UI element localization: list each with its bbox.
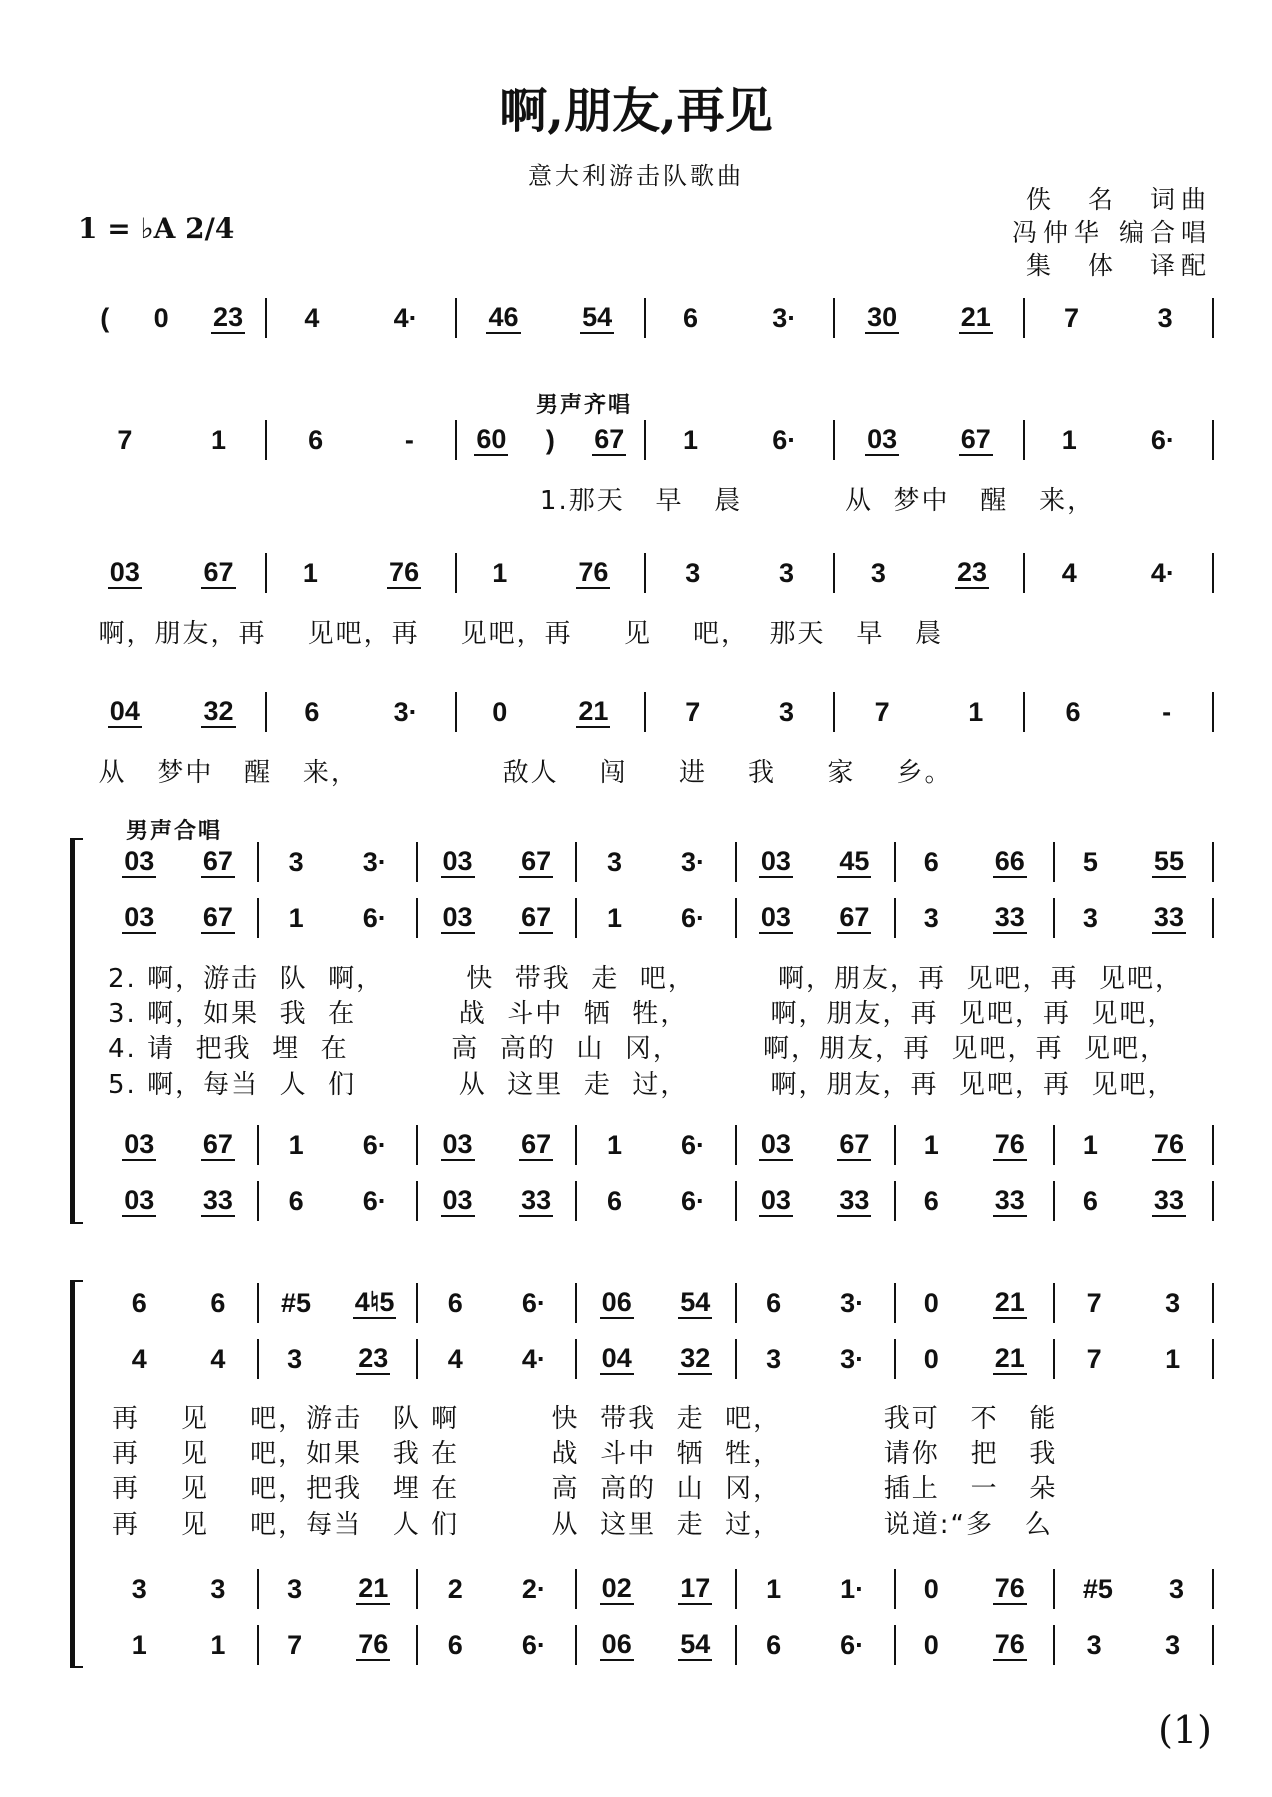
measure [457,420,646,460]
note-group: 7 [1086,1287,1102,1318]
note-group: 4· [393,302,418,333]
measure [267,420,456,460]
note-group: 6 [766,1629,782,1660]
measure [1055,1125,1214,1165]
note-group: 3 [131,1573,147,1604]
note-group: 4· [521,1343,546,1374]
note-group: 4 [304,302,320,333]
note-group: 32 [203,696,234,726]
note-group: 7 [685,696,701,727]
measure [737,1625,896,1665]
measure [457,553,646,593]
note-group: 1 [1061,424,1077,455]
measure [835,692,1024,732]
system-bracket [70,1280,83,1668]
note-group: 3 [923,902,939,933]
note-group: - [1162,696,1172,727]
note-group: 6 [923,1185,939,1216]
measure [100,1569,259,1609]
lyric-verse: 再 见 吧，游击 队 啊 快 带我 走 吧， 我可 不 能 [112,1404,1058,1434]
note-group: 7 [874,696,890,727]
measure [1055,1283,1214,1323]
note-group: 03 [442,902,473,932]
measure [267,298,456,338]
note-group: 1 [492,557,508,588]
staff-line [100,1181,1214,1221]
note-group: 33 [202,1185,233,1215]
note-group: 1 [606,902,622,933]
staff-line [100,1125,1214,1165]
note-group: ) [545,424,555,455]
measure [896,1569,1055,1609]
note-group: 7 [1086,1343,1102,1374]
lyric-verse: 2. 啊，游击 队 啊， 快 带我 走 吧， 啊，朋友，再 见吧，再 见吧， [108,964,1184,994]
measure [259,1125,418,1165]
note-group: 0 [923,1629,939,1660]
staff-line [78,420,1214,460]
note-group: 5 [1082,846,1098,877]
note-group: 32 [680,1343,711,1373]
measure [100,1339,259,1379]
lyric-verse: 再 见 吧，每当 人 们 从 这里 走 过， 说道:“多 么 [112,1510,1053,1540]
staff-line [78,692,1214,732]
credit-translation: 集 体 译配 [1025,251,1212,280]
measure [267,692,456,732]
staff-line [100,1283,1214,1323]
note-group: 1 [1082,1129,1098,1160]
measure [737,1125,896,1165]
note-group: 7 [287,1629,303,1660]
note-group: 3· [681,846,706,877]
measure [418,898,577,938]
note-group: 1 [606,1129,622,1160]
note-group: 33 [994,1185,1025,1215]
note-group: 3 [210,1573,226,1604]
note-group: 0 [923,1343,939,1374]
note-group: 67 [594,424,625,454]
section-label-unison: 男声齐唱 [536,393,633,418]
note-group: 3· [772,302,797,333]
note-group: 30 [867,302,898,332]
note-group: 6· [681,902,706,933]
note-group: 3· [362,846,387,877]
measure [100,842,259,882]
note-group: 1· [840,1573,865,1604]
staff-line [100,898,1214,938]
staff-line [78,553,1214,593]
note-group: 76 [994,1629,1025,1659]
measure [577,1125,736,1165]
system-bracket [70,838,83,1224]
note-group: - [404,424,414,455]
section-label-chorus: 男声合唱 [126,819,223,844]
note-group: #5 [1082,1573,1113,1604]
note-group: 66 [994,846,1025,876]
lyric-verse: 再 见 吧，把我 埋 在 高 高的 山 冈， 插上 一 朵 [112,1474,1058,1504]
note-group: 33 [521,1185,552,1215]
note-group: 06 [601,1287,632,1317]
note-group: 03 [760,1185,791,1215]
measure [100,1125,259,1165]
measure [577,898,736,938]
note-group: 3 [766,1343,782,1374]
note-group: 6· [362,1185,387,1216]
note-group: 0 [492,696,508,727]
measure [577,842,736,882]
note-group: 46 [488,302,519,332]
note-group: 6· [362,902,387,933]
note-group: 1 [210,424,226,455]
measure [1055,1181,1214,1221]
measure [1055,1625,1214,1665]
measure [577,1181,736,1221]
measure [1025,298,1214,338]
measure [259,1283,418,1323]
note-group: 04 [601,1343,632,1373]
subtitle: 意大利游击队歌曲 [528,162,744,190]
lyric-verse: 再 见 吧，如果 我 在 战 斗中 牺 牲， 请你 把 我 [112,1439,1058,1469]
measure [418,1339,577,1379]
note-group: 0 [153,302,169,333]
measure [896,1339,1055,1379]
note-group: 6 [1065,696,1081,727]
note-group: 3 [778,696,794,727]
staff-line [100,842,1214,882]
note-group: 6· [1150,424,1175,455]
measure [418,1283,577,1323]
note-group: 3 [1086,1629,1102,1660]
note-group: 2 [447,1573,463,1604]
note-group: 4 [210,1343,226,1374]
note-group: 76 [994,1129,1025,1159]
note-group: 3 [778,557,794,588]
lyric-verse: 3. 啊，如果 我 在 战 斗中 牺 牲， 啊，朋友，再 见吧，再 见吧， [108,999,1176,1029]
measure [646,420,835,460]
note-group: 6· [521,1629,546,1660]
note-group: 17 [680,1573,711,1603]
staff-line [100,1339,1214,1379]
measure [259,1569,418,1609]
note-group: 4 [447,1343,463,1374]
note-group: 6 [131,1287,147,1318]
note-group: 33 [1153,902,1184,932]
note-group: 1 [210,1629,226,1660]
measure [78,553,267,593]
measure [418,1125,577,1165]
note-group: 3 [685,557,701,588]
measure [1025,692,1214,732]
note-group: 60 [476,424,507,454]
measure [418,1181,577,1221]
measure [457,298,646,338]
note-group: 1 [923,1129,939,1160]
measure [577,1339,736,1379]
note-group: 3 [287,1573,303,1604]
note-group: 0 [923,1287,939,1318]
note-group: 03 [109,557,140,587]
credit-lyrics: 佚 名 词曲 [1025,185,1212,214]
note-group: 03 [760,1129,791,1159]
note-group: 6 [304,696,320,727]
note-group: 67 [960,424,991,454]
note-group: 3· [840,1287,865,1318]
note-group: ( [100,302,110,333]
measure [835,298,1024,338]
note-group: 6· [681,1129,706,1160]
measure [835,420,1024,460]
note-group: 4 [1061,557,1077,588]
note-group: 76 [578,557,609,587]
note-group: 76 [994,1573,1025,1603]
note-group: 3 [1157,302,1173,333]
note-group: 21 [578,696,609,726]
note-group: 67 [839,1129,870,1159]
note-group: 6· [521,1287,546,1318]
note-group: 1 [288,1129,304,1160]
staff-line [100,1569,1214,1609]
measure [737,1339,896,1379]
note-group: 1 [1165,1343,1181,1374]
lyric-verse: 4. 请 把我 埋 在 高 高的 山 冈， 啊，朋友，再 见吧，再 见吧， [108,1034,1169,1064]
measure [259,842,418,882]
note-group: 1 [683,424,699,455]
key-signature: 1 = ♭A 2/4 [78,212,235,245]
staff-line [78,298,1214,338]
credit-arranger: 冯仲华 编合唱 [1012,218,1212,247]
note-group: 21 [358,1573,389,1603]
measure [418,842,577,882]
note-group: 1 [131,1629,147,1660]
measure [418,1569,577,1609]
measure [418,1625,577,1665]
lyric-line: 从 梦中 醒 来， 敌人 闯 进 我 家 乡。 [78,758,953,788]
note-group: 23 [358,1343,389,1373]
measure [457,692,646,732]
measure [737,1569,896,1609]
note-group: 3 [1082,902,1098,933]
note-group: 33 [839,1185,870,1215]
note-group: 6 [1082,1185,1098,1216]
note-group: 1 [766,1573,782,1604]
note-group: 76 [389,557,420,587]
note-group: 6 [923,846,939,877]
note-group: 4 [131,1343,147,1374]
note-group: 6 [606,1185,622,1216]
measure [737,898,896,938]
note-group: #5 [280,1287,312,1318]
lyric-line: 啊，朋友，再 见吧，再 见吧，再 见 吧， 那天 早 晨 [78,619,944,649]
note-group: 6 [447,1287,463,1318]
measure [646,298,835,338]
note-group: 21 [960,302,991,332]
measure [100,1181,259,1221]
note-group: 21 [994,1287,1025,1317]
measure [259,1181,418,1221]
lyric-line: 1.那天 早 晨 从 梦中 醒 来， [78,486,1096,516]
lyric-verse: 5. 啊，每当 人 们 从 这里 走 过， 啊，朋友，再 见吧，再 见吧， [108,1070,1176,1100]
measure [896,1283,1055,1323]
measure [100,1625,259,1665]
note-group: 1 [302,557,318,588]
measure [577,1283,736,1323]
song-title: 啊,朋友,再见 [499,83,773,139]
page-number: (1) [1158,1708,1212,1752]
note-group: 3 [288,846,304,877]
note-group: 4♮5 [354,1287,395,1317]
measure [1025,420,1214,460]
note-group: 67 [202,1129,233,1159]
note-group: 23 [957,557,988,587]
note-group: 6· [840,1629,865,1660]
note-group: 03 [124,1129,155,1159]
note-group: 23 [213,302,244,332]
note-group: 55 [1153,846,1184,876]
measure [259,898,418,938]
note-group: 7 [117,424,133,455]
note-group: 6· [681,1185,706,1216]
note-group: 33 [1153,1185,1184,1215]
note-group: 03 [124,1185,155,1215]
measure [78,692,267,732]
note-group: 76 [1153,1129,1184,1159]
note-group: 3 [1165,1287,1181,1318]
measure [1055,842,1214,882]
note-group: 0 [923,1573,939,1604]
measure [646,553,835,593]
note-group: 33 [994,902,1025,932]
measure [100,898,259,938]
note-group: 06 [601,1629,632,1659]
note-group: 4· [1150,557,1175,588]
measure [259,1339,418,1379]
note-group: 03 [867,424,898,454]
note-group: 3 [1168,1573,1184,1604]
measure [1055,1339,1214,1379]
note-group: 2· [521,1573,546,1604]
note-group: 03 [124,902,155,932]
note-group: 7 [1063,302,1079,333]
measure [1055,1569,1214,1609]
note-group: 45 [839,846,870,876]
note-group: 54 [680,1629,711,1659]
note-group: 67 [521,1129,552,1159]
note-group: 67 [202,902,233,932]
measure [835,553,1024,593]
note-group: 03 [442,1129,473,1159]
note-group: 6 [210,1287,226,1318]
note-group: 21 [994,1343,1025,1373]
note-group: 3· [393,696,418,727]
note-group: 3 [606,846,622,877]
note-group: 6 [766,1287,782,1318]
note-group: 6· [772,424,797,455]
measure [896,1181,1055,1221]
measure [896,842,1055,882]
measure [78,420,267,460]
note-group: 6 [308,424,324,455]
staff-line [100,1625,1214,1665]
measure [267,553,456,593]
note-group: 03 [760,846,791,876]
note-group: 67 [521,846,552,876]
note-group: 03 [442,1185,473,1215]
measure [577,1569,736,1609]
note-group: 03 [760,902,791,932]
measure [1055,898,1214,938]
note-group: 3 [287,1343,303,1374]
note-group: 67 [203,557,234,587]
measure [577,1625,736,1665]
measure [737,842,896,882]
note-group: 54 [582,302,613,332]
note-group: 02 [601,1573,632,1603]
note-group: 3 [1165,1629,1181,1660]
note-group: 3· [840,1343,865,1374]
note-group: 1 [288,902,304,933]
note-group: 67 [839,902,870,932]
measure [737,1181,896,1221]
note-group: 76 [358,1629,389,1659]
measure [78,298,267,338]
measure [1025,553,1214,593]
measure [896,1125,1055,1165]
note-group: 6 [447,1629,463,1660]
note-group: 03 [124,846,155,876]
note-group: 03 [442,846,473,876]
measure [646,692,835,732]
measure [100,1283,259,1323]
note-group: 3 [870,557,886,588]
measure [259,1625,418,1665]
note-group: 6· [362,1129,387,1160]
note-group: 6 [288,1185,304,1216]
measure [896,1625,1055,1665]
note-group: 1 [968,696,984,727]
note-group: 54 [680,1287,711,1317]
note-group: 04 [109,696,140,726]
note-group: 67 [521,902,552,932]
note-group: 6 [683,302,699,333]
measure [737,1283,896,1323]
note-group: 67 [202,846,233,876]
measure [896,898,1055,938]
